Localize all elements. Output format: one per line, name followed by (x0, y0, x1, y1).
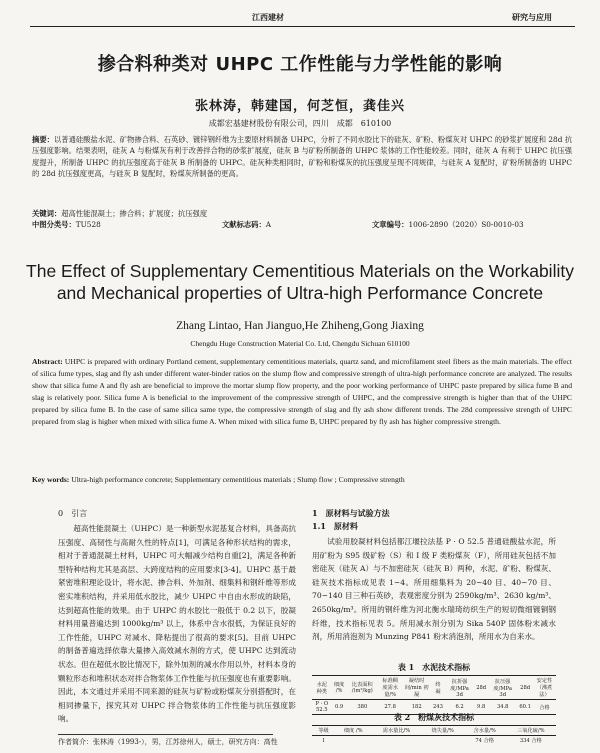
zh-title: 掺合料种类对 UHPC 工作性能与力学性能的影响 (97, 54, 503, 75)
zh-article-label: 文章编号： (372, 220, 409, 229)
en-abstract-text: UHPC is prepared with ordinary Portland cement, supplementary cementitious materials, quartz sand, and microfilament steel fibers as the main materials. The effect of silica fume types, slag and fly ash under different water-binder ratios on the slump flow and compressive strength of ultra-high performance concrete are analyzed. The results show that silica fume A and fly ash are beneficial to improve the mortar slump flow property, and the poor working performance of UHPC paste prepared by silica fume B and slag is relatively poor. Silica fume A is beneficial to the improvement of the compressive strength of UHPC, and the compressive strength is higher than that of the UHPC prepared by silica fume B. In the case of same silica same type, the compressive strength of slag and fly ash show different trends. The 28d compressive strength of UHPC prepared from slag is higher when mixed with silica fume A. When mixed with silica fume B, UHPC prepared by fly ash has higher compressive strength. (32, 357, 572, 427)
table-1-header-row (312, 676, 556, 700)
zh-abstract (32, 134, 572, 180)
table-cell: 合格 (539, 704, 550, 711)
table-1 (312, 675, 556, 715)
en-abstract-label: Abstract: (32, 357, 63, 366)
en-affiliation: Chengdu Huge Construction Material Co. Ltd, Chengdu Sichuan 610100 (190, 339, 410, 348)
table-2-head-cell: 含水量/% (473, 728, 496, 734)
zh-clc-value: TU528 (75, 220, 101, 229)
en-keywords (32, 474, 572, 486)
section-1-1-heading: 1.1 原材料 (312, 521, 358, 531)
section-1-heading: 1 原材料与试验方法 (312, 508, 390, 518)
zh-article-value: 1006-2890（2020）S0-0010-03 (408, 220, 524, 229)
table-cell: 182 (411, 704, 422, 710)
table-cell: 334 合格 (519, 738, 542, 744)
zh-article-number (372, 220, 524, 230)
table-2-head-cell: 等级 (318, 728, 329, 734)
journal-name: 江西建材 (252, 13, 284, 22)
table-1-caption: 表 1 水泥技术指标 (397, 662, 471, 672)
table-1-head-cell: 28d (520, 684, 531, 691)
zh-doc-label: 文献标志码： (222, 220, 266, 229)
section-1-text: 试验用胶凝材料包括都江堰拉法基 P · O 52.5 普通硅酸盐水泥，所用矿粉为 S95 级矿粉（S）和 I 级 F 类粉煤灰（F），所用硅灰包括不加密硅灰（硅灰 A）与不加密硅灰（硅灰 B）两种，水泥、矿粉、粉煤灰、硅灰技术指标成见表 1~4。所用细集料为 20~40 目、40~70 目、70~140 目三种石英砂，表观密度分别为 2590kg/m³、2630 kg/m³、2650kg/m³。所用的钢纤维为河北衡水瑞琦纺织生产的短切微细镀铜钢纤维，技术指标见表 5。所用减水剂分别为 Sika 540P 固体粉末减水剂，所用消泡剂为 Munzing P841 粉末消泡剂，所用水为自来水。 (312, 537, 556, 642)
table-2-grid (312, 726, 556, 745)
table-1-head-cell: 抗压强度/MPa 3d (493, 678, 513, 698)
table-cell: 6.2 (455, 704, 464, 710)
table-1-head-cell: 凝结时间/min 初凝 (404, 678, 429, 698)
zh-authors: 张林涛，韩建国，何芝恒，龚佳兴 (194, 99, 405, 114)
table-1-head-cell: 水泥种类 (316, 681, 327, 695)
zh-abstract-text: 以普通硅酸盐水泥、矿物掺合料、石英砂、镀锌钢纤维为主要原材料制备 UHPC，分析了不同水胶比下的硅灰、矿粉、粉煤灰对 UHPC 的砂浆扩展度和 28d 抗压强度影响。结果表明，硅灰 A 与粉煤灰有利于改善拌合物的砂浆扩展度，硅灰 B 与矿粉所制备的 UHPC 浆体的工作性能较差。同时，硅灰 A 有利于 UHPC 抗压强度提升，所制备 UHPC 的抗压强度高于硅灰 B 所制备的 UHPC。硅灰种类相同时，矿粉和粉煤灰的抗压强度呈现不同规律，与硅灰 A 复配时，矿粉所制备的 UHPC 的 28d 抗压强度更高，与硅灰 B 复配时，粉煤灰所制备的更高。 (32, 135, 572, 179)
table-1-head-cell: 细度 /% (333, 682, 345, 694)
table-1-grid (312, 676, 556, 715)
zh-doc-value: A (265, 220, 272, 229)
author-footnote: 作者简介：张林涛（1993-），男，江苏徐州人，硕士，研究方向：高性 (58, 738, 278, 746)
table-1-head-cell: 抗折强度/MPa 3d (450, 678, 469, 698)
table-1-head-cell: 28d (476, 684, 487, 691)
en-title: The Effect of Supplementary Cementitious Materials on the Workability and Mechanical properties of Ultra-high Performance Concrete (26, 261, 574, 303)
footnote-rule (58, 734, 273, 735)
table-cell: I (322, 737, 325, 744)
table-1-head-cell: 比表面积 /(m²/kg) (351, 682, 373, 694)
zh-keywords (32, 208, 572, 219)
table-cell: 60.1 (519, 704, 531, 710)
table-2-head-cell: 需水量比/% (382, 728, 411, 734)
table-cell: P · O 52.5 (315, 701, 329, 713)
table-2-header-row (312, 726, 556, 736)
section-0-text: 超高性能混凝土（UHPC）是一种新型水泥基复合材料，具备高抗压强度、高韧性与高耐久性的特点[1]，可满足各种形状结构的需求，相对于普通混凝土材料，UHPC 可大幅减少结构自重[2]，满足各种新型特种结构尤其是高层、大跨度结构的应用要求[3-4]。UHPC 基于最紧密堆积理论设计，将水泥、掺合料、外加剂、细集料和钢纤维等形成密实堆积结构，并采用低水胶比，减少 UHPC 中自由水形成的缺陷，达到超高性能的效果。由于 UHPC 的水胶比一般低于 0.2 以下，胶凝材料用量普遍达到 1000kg/m³ 以上，体系中含水很低，为保证良好的工作性能，UHPC 对减水、降粘提出了很高的要求[5]。目前 UHPC 的制备普遍选择依靠大量掺入高效减水剂的方式，使 UHPC 达到流动状态。但在超低水胶比情况下，除外加剂的减水作用以外，材料本身的颗粒形态和堆积状态对拌合物浆体工作性能与抗压强度也有重要影响。因此，本文通过并采用不同来源的硅灰与矿粉或粉煤灰分别搭配时，在相同掺量下，探究其对 UHPC 拌合物浆体的工作性能与抗压强度影响。 (58, 524, 296, 724)
table-2-head-cell: 细度 /% (343, 728, 363, 734)
table-1-head-cell: 标准稠度需水量/% (382, 678, 398, 698)
en-keywords-label: Key words: (32, 475, 70, 484)
table-cell (422, 736, 464, 746)
section-name: 研究与应用 (512, 13, 552, 22)
table-cell: 0.9 (334, 704, 344, 710)
table-cell (335, 736, 371, 746)
section-0-heading: 0 引言 (58, 509, 88, 518)
zh-clc (32, 220, 101, 230)
table-2 (312, 725, 556, 745)
table-cell: 34.8 (496, 704, 509, 710)
table-cell: 243 (433, 704, 443, 710)
zh-affiliation: 成都宏基建材股份有限公司，四川 成都 610100 (208, 119, 392, 128)
header-rule (30, 26, 575, 27)
table-cell: 74 合格 (475, 738, 494, 744)
table-2-head-cell: 烧失量/% (431, 728, 454, 734)
zh-clc-label: 中图分类号： (32, 220, 76, 229)
table-cell: 27.8 (384, 704, 396, 710)
table-row (312, 736, 556, 746)
zh-doc-code (222, 220, 271, 230)
table-cell: 9.8 (477, 704, 486, 710)
en-keywords-text: Ultra-high performance concrete; Supplementary cementitious materials ; Slump flow ; Compressive strength (71, 475, 405, 484)
en-authors: Zhang Lintao, Han Jianguo,He Zhiheng,Gong Jiaxing (176, 320, 424, 332)
en-abstract (32, 356, 572, 429)
zh-abstract-label: 摘要： (32, 135, 54, 144)
table-cell: 380 (357, 704, 368, 710)
zh-keywords-text: 超高性能混凝土；掺合料；扩展度；抗压强度 (61, 209, 208, 218)
table-1-head-cell: 安定性（沸煮法） (536, 678, 553, 698)
table-1-head-cell: 终凝 (435, 681, 441, 695)
zh-keywords-label: 关键词： (32, 209, 62, 218)
table-2-head-cell: 三氧化硫/% (517, 728, 545, 734)
table-2-caption: 表 2 粉煤灰技术指标 (393, 712, 475, 722)
table-cell (371, 736, 421, 746)
